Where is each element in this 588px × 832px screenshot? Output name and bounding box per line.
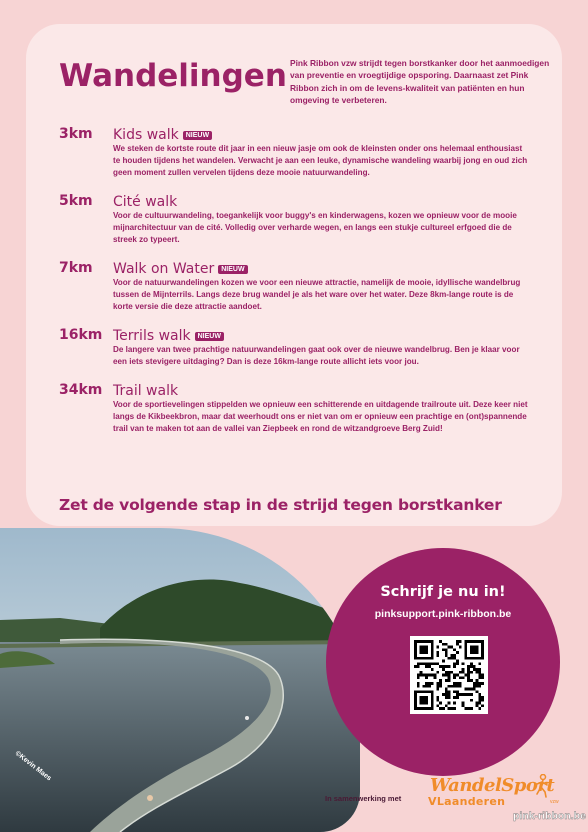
- wandelsport-vlaanderen-logo: [426, 772, 566, 812]
- walk-distance: 16km: [59, 327, 103, 343]
- new-badge: NIEUW: [195, 332, 224, 341]
- walk-name: Trail walk: [113, 383, 179, 399]
- walk-name: Cité walk: [113, 194, 178, 210]
- walk-distance: 34km: [59, 382, 103, 398]
- qr-code[interactable]: [410, 636, 488, 714]
- walk-description: Voor de sportievelingen stippelden we opnieuw een schitterende en uitdagende trailroute uit. Deze keer niet langs de Kikbeekbron, maar dat weerhoudt ons er niet van om er opnieuw een prachtige en (ont)spannende trail van te maken tot aan de vallei van Ziepbeek en rond de witzandgroeve Berg Zuid!: [113, 400, 528, 433]
- signup-url[interactable]: pinksupport.pink-ribbon.be: [374, 608, 512, 620]
- new-badge: NIEUW: [183, 131, 212, 140]
- walk-name: Terrils walk: [113, 328, 191, 344]
- signup-circle: [326, 548, 560, 776]
- walk-description: We steken de kortste route dit jaar in een nieuw jasje om ook de kleinsten onder ons helemaal enthousiast te houden tijdens het wandelen. Verwacht je aan een leuke, dynamische wandeling waarbij jong en oud zich geen moment zullen vervelen tijdens deze mooie natuurwandeling.: [113, 144, 528, 177]
- partner-label: In samenwerking met: [325, 794, 402, 803]
- walker-icon: [534, 774, 550, 798]
- call-to-action-heading: Zet de volgende stap in de strijd tegen borstkanker: [59, 496, 502, 514]
- walk-description: De langere van twee prachtige natuurwandelingen gaat ook over de nieuwe wandelbrug. Ben je klaar voor een iets stevigere uitdaging? Dan is deze 16km-lange route allicht iets voor jou.: [113, 345, 520, 366]
- photo-credit: ©Kevin Maes: [13, 750, 53, 783]
- walk-name: Kids walk: [113, 127, 179, 143]
- walk-distance: 7km: [59, 260, 93, 276]
- logo-suffix: vzw: [550, 799, 559, 805]
- page-title: Wandelingen: [59, 58, 287, 94]
- website-footer: pink-ribbon.be: [513, 810, 586, 822]
- new-badge: NIEUW: [218, 265, 247, 274]
- signup-title: Schrijf je nu in!: [380, 584, 506, 600]
- logo-subtitle: VLaanderen: [428, 795, 506, 808]
- walk-distance: 5km: [59, 193, 93, 209]
- walk-description: Voor de cultuurwandeling, toegankelijk voor buggy's en kinderwagens, kozen we opnieuw voor de mooie mijnarchitectuur van de cité. Volledig over verharde wegen, en langs een stukje cultureel erfgoed die de streek zo typeert.: [113, 211, 517, 244]
- walk-description: Voor de natuurwandelingen kozen we voor een nieuwe attractie, namelijk de mooie, idyllische wandelbrug tussen de Mijnterrils. Langs deze brug wandel je als het ware over het water. Deze 8km-lange route is de korte versie die deze attractie aandoet.: [113, 278, 521, 311]
- logo-wordmark: WandelSport: [430, 775, 555, 796]
- walk-distance: 3km: [59, 126, 93, 142]
- lake-bridge-photo: [0, 528, 360, 832]
- walk-name: Walk on Water: [113, 261, 215, 277]
- content-card: [26, 24, 562, 526]
- intro-text: Pink Ribbon vzw strijdt tegen borstkanker door het aanmoedigen van preventie en vroegtijdige opsporing. Daarnaast zet Pink Ribbon zich in om de levens-kwaliteit van patiënten en hun omgeving te verbeteren.: [290, 58, 550, 106]
